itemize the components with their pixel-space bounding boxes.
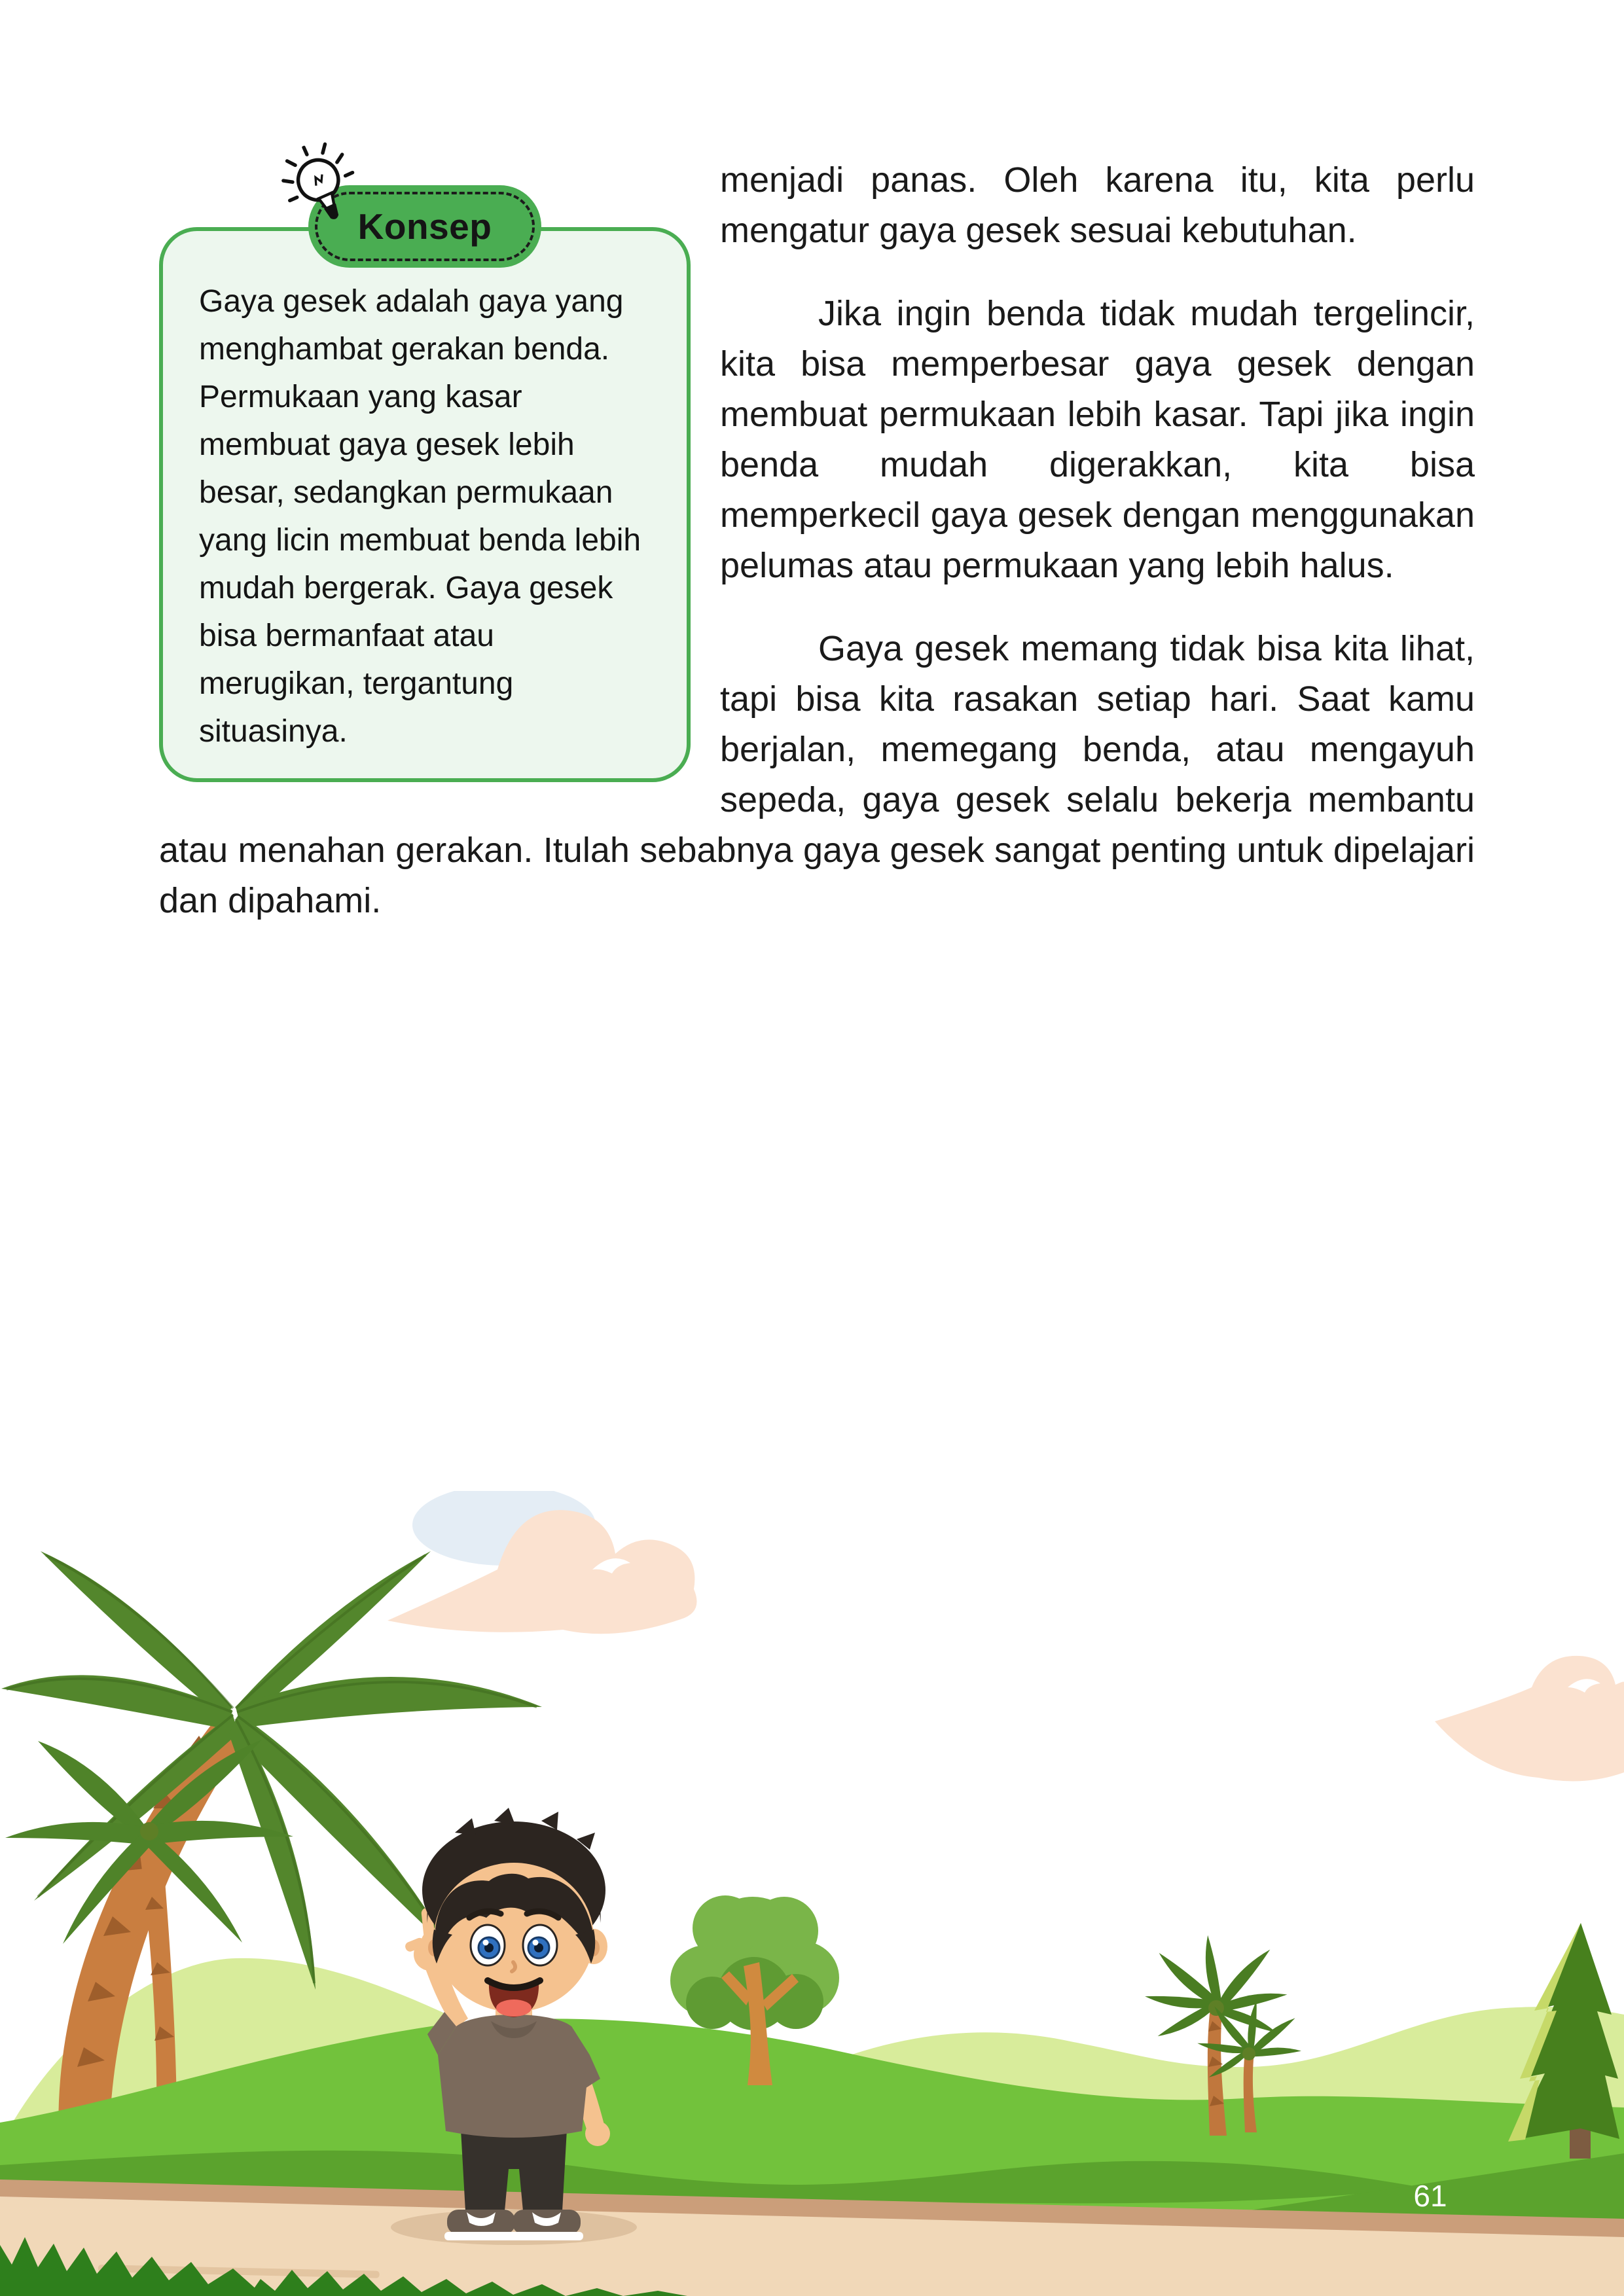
paragraph: menjadi panas. Oleh karena itu, kita perlu mengatur gaya gesek sesuai kebutuhan. — [720, 160, 1475, 250]
paragraph: Gaya gesek memang tidak bisa kita lihat, tapi bisa kita rasakan setiap hari. Saat kamu berjalan, memegang benda, atau mengayuh sepeda, gaya gesek selalu bekerja membantu atau menahan gerakan. Itulah sebabnya gaya gesek sangat penting untuk dipelajari dan dipahami. — [159, 629, 1475, 920]
konsep-callout — [159, 155, 691, 782]
clouds — [388, 1491, 1624, 1781]
page-number: 61 — [1413, 2179, 1447, 2213]
konsep-box — [159, 227, 691, 782]
paragraph: Jika ingin benda tidak mudah tergelincir, kita bisa memperbesar gaya gesek dengan membuat permukaan lebih kasar. Tapi jika ingin benda mudah digerakkan, kita bisa memperkecil gaya gesek dengan menggunakan pelumas atau permukaan yang lebih halus. — [720, 294, 1475, 585]
landscape-illustration — [0, 1491, 1624, 2296]
cloud-right — [1435, 1656, 1624, 1782]
konsep-text: Gaya gesek adalah gaya yang menghambat gerakan benda. Permukaan yang kasar membuat gaya gesek lebih besar, sedangkan permukaan yang licin membuat benda lebih mudah bergerak. Gaya gesek bisa bermanfaat atau merugikan, tergantung situasinya. — [199, 284, 641, 749]
konsep-title: Konsep — [357, 206, 492, 247]
konsep-badge — [308, 185, 541, 268]
text-area — [0, 0, 1624, 959]
